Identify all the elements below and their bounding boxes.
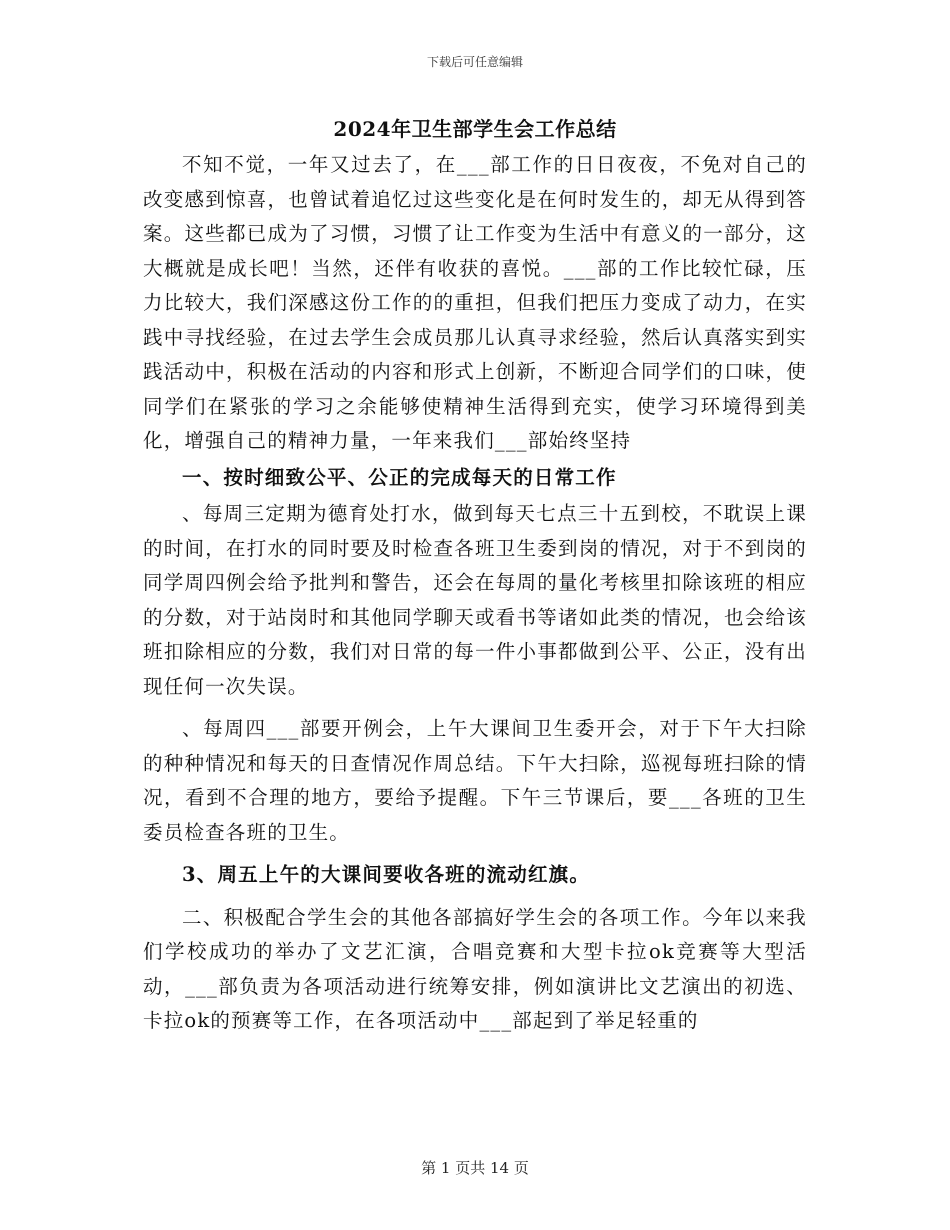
paragraph-item-1: 、每周三定期为德育处打水，做到每天七点三十五到校，不耽误上课的时间，在打水的同时要及时检查各班卫生委到岗的情况，对于不到岗的同学周四例会给予批判和警告，还会在每周的量化考核里扣除该班的相应的分数，对于站岗时和其他同学聊天或看书等诸如此类的情况，也会给该班扣除相应的分数，我们对日常的每一件小事都做到公平、公正，没有出现任何一次失误。 [143,502,807,698]
paragraph-section-2: 二、积极配合学生会的其他各部搞好学生会的各项工作。今年以来我们学校成功的举办了文艺汇演，合唱竞赛和大型卡拉ok竞赛等大型活动，___部负责为各项活动进行统筹安排，例如演讲比文艺演出的初选、卡拉ok的预赛等工作，在各项活动中___部起到了举足轻重的 [143,905,807,1032]
document-title: 2024年卫生部学生会工作总结 [333,117,617,141]
document-body [143,148,807,1039]
paragraph-item-2: 、每周四___部要开例会，上午大课间卫生委开会，对于下午大扫除的种种情况和每天的日查情况作周总结。下午大扫除，巡视每班扫除的情况，看到不合理的地方，要给予提醒。下午三节课后，要___各班的卫生委员检查各班的卫生。 [143,717,807,844]
page-number: 第 1 页共 14 页 [421,1159,529,1177]
section-heading-1: 一、按时细致公平、公正的完成每天的日常工作 [182,465,617,489]
paragraph-intro: 不知不觉，一年又过去了，在___部工作的日日夜夜，不免对自己的改变感到惊喜，也曾试着追忆过这些变化是在何时发生的，却无从得到答案。这些都已成为了习惯，习惯了让工作变为生活中有意义的一部分，这大概就是成长吧！当然，还伴有收获的喜悦。___部的工作比较忙碌，压力比较大，我们深感这份工作的的重担，但我们把压力变成了动力，在实践中寻找经验，在过去学生会成员那儿认真寻求经验，然后认真落实到实践活动中，积极在活动的内容和形式上创新，不断迎合同学们的口味，使同学们在紧张的学习之余能够使精神生活得到充实，使学习环境得到美化，增强自己的精神力量，一年来我们___部始终坚持 [143,153,807,452]
header-note: 下载后可任意编辑 [426,55,523,69]
paragraph-item-3: 3、周五上午的大课间要收各班的流动红旗。 [182,863,591,886]
